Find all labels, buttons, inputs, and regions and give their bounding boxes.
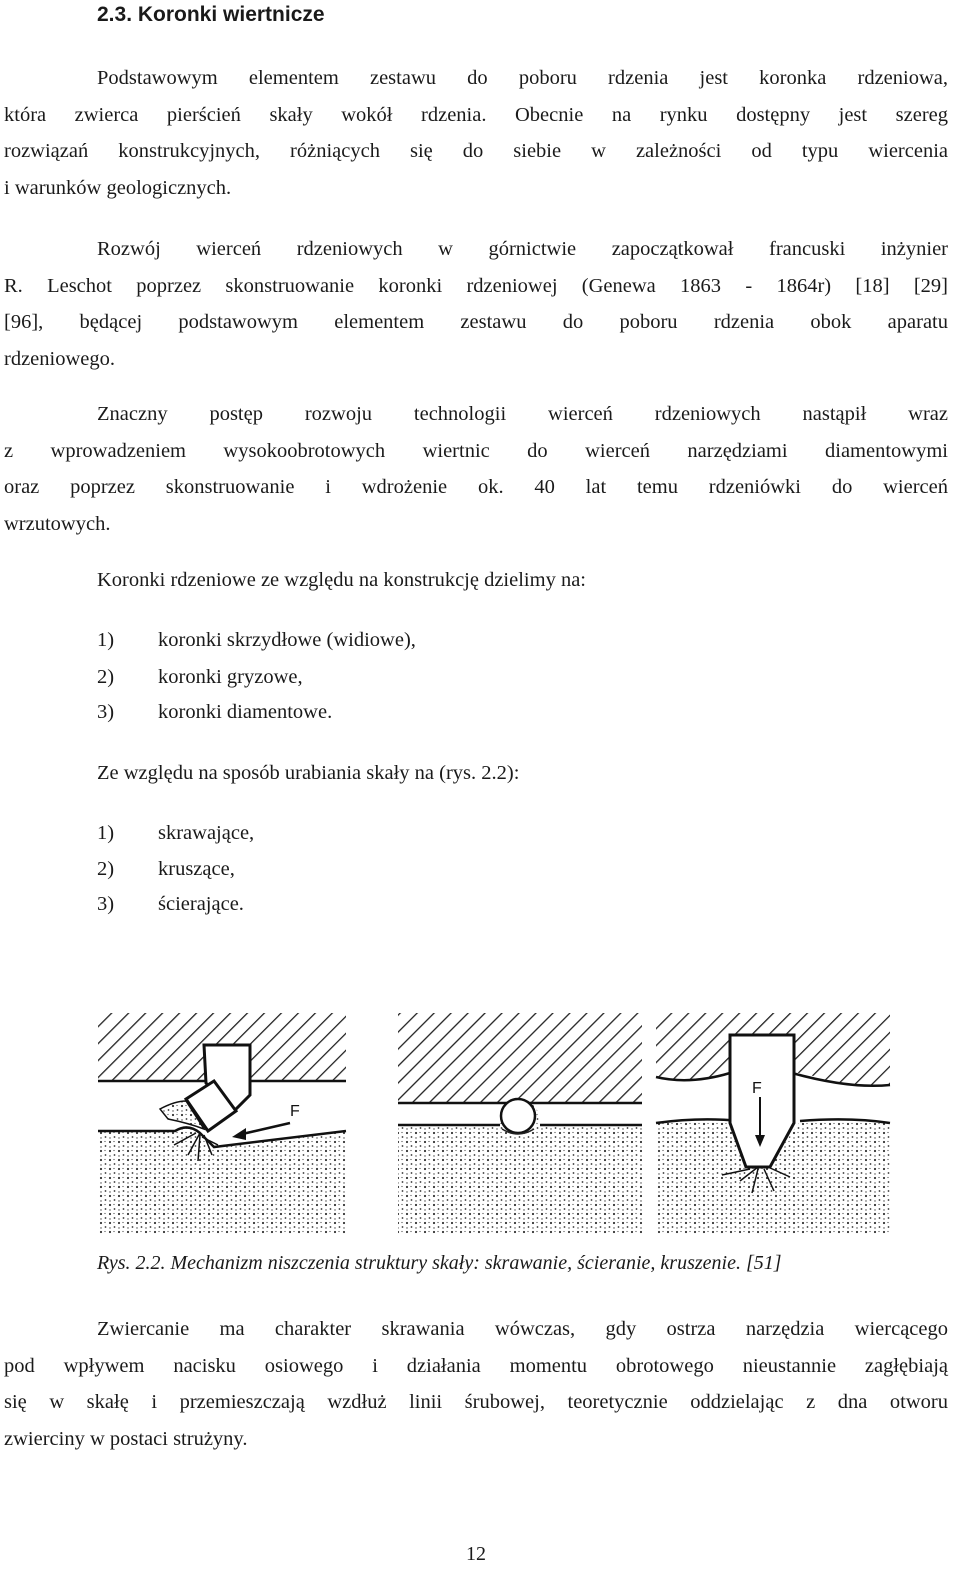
list-number: 1)	[97, 629, 115, 651]
text-line: która zwierca pierścień skały wokół rdzenia. Obecnie na rynku dostępny jest szereg	[4, 103, 948, 126]
text-line: pod wpływem nacisku osiowego i działania momentu obrotowego nieustannie zagłębiają	[4, 1354, 948, 1377]
paragraph-3	[4, 396, 948, 542]
text-line: z wprowadzeniem wysokoobrotowych wiertnic do wierceń narzędziami diamentowymi	[4, 439, 948, 462]
text-line: Zwiercanie ma charakter skrawania wówczas, gdy ostrza narzędzia wiercącego	[97, 1318, 948, 1340]
list-text: koronki gryzowe,	[158, 666, 303, 688]
list-1-intro: Koronki rdzeniowe ze względu na konstrukcję dzielimy na:	[97, 569, 586, 591]
abrasive-grain	[501, 1099, 535, 1133]
lower-rock-dots	[98, 1127, 346, 1235]
paragraph-2	[4, 231, 948, 377]
rock-failure-figure	[0, 1005, 960, 1265]
list-item	[97, 622, 416, 659]
list-item	[97, 815, 254, 852]
text-line: wrzutowych.	[4, 512, 111, 535]
text-line: rdzeniowego.	[4, 347, 115, 370]
list-text: ścierające.	[158, 893, 244, 915]
list-text: koronki diamentowe.	[158, 701, 333, 723]
force-label: F	[752, 1080, 762, 1097]
list-text: koronki skrzydłowe (widiowe),	[158, 629, 416, 651]
list-number: 2)	[97, 858, 115, 880]
paragraph-1	[4, 60, 948, 206]
page-number: 12	[466, 1543, 486, 1565]
upper-rock-hatch	[398, 1013, 642, 1103]
list-text: kruszące,	[158, 858, 235, 880]
force-arrow-head	[232, 1128, 246, 1140]
cutting-panel	[98, 1013, 346, 1235]
text-line: Podstawowym elementem zestawu do poboru rdzenia jest koronka rdzeniowa,	[97, 67, 948, 89]
figure-caption: Rys. 2.2. Mechanizm niszczenia struktury skały: skrawanie, ścieranie, kruszenie. [51]	[97, 1252, 782, 1274]
text-line: Rozwój wierceń rdzeniowych w górnictwie zapoczątkował francuski inżynier	[97, 238, 948, 260]
list-text: skrawające,	[158, 822, 255, 844]
list-number: 1)	[97, 822, 115, 844]
list-number: 3)	[97, 893, 115, 915]
text-line: Znaczny postęp rozwoju technologii wierceń rdzeniowych nastąpił wraz	[97, 403, 948, 425]
list-item	[97, 659, 303, 696]
list-2-intro: Ze względu na sposób urabiania skały na (rys. 2.2):	[97, 762, 520, 784]
list-item	[97, 851, 235, 888]
list-number: 3)	[97, 701, 115, 723]
text-line: rozwiązań konstrukcyjnych, różniących się do siebie w zależności od typu wiercenia	[4, 140, 948, 162]
abrasion-panel	[398, 1013, 642, 1235]
list-item	[97, 886, 244, 923]
force-label: F	[290, 1103, 300, 1120]
text-line: i warunków geologicznych.	[4, 176, 232, 199]
text-line: oraz poprzez skonstruowanie i wdrożenie ok. 40 lat temu rdzeniówki do wierceń	[4, 476, 948, 498]
crushing-panel	[656, 1013, 890, 1235]
list-number: 2)	[97, 666, 115, 688]
list-item	[97, 694, 332, 731]
paragraph-4	[4, 1311, 948, 1457]
text-line: R. Leschot poprzez skonstruowanie koronki rdzeniowej (Genewa 1863 - 1864r) [18] [29]	[4, 274, 948, 297]
text-line: zwierciny w postaci strużyny.	[4, 1427, 248, 1450]
text-line: się w skałę i przemieszczają wzdłuż linii śrubowej, teoretycznie oddzielając z dna otworu	[4, 1391, 948, 1413]
text-line: [96], będącej podstawowym elementem zestawu do poboru rdzenia obok aparatu	[4, 311, 948, 333]
section-heading: 2.3. Koronki wiertnicze	[97, 3, 325, 26]
